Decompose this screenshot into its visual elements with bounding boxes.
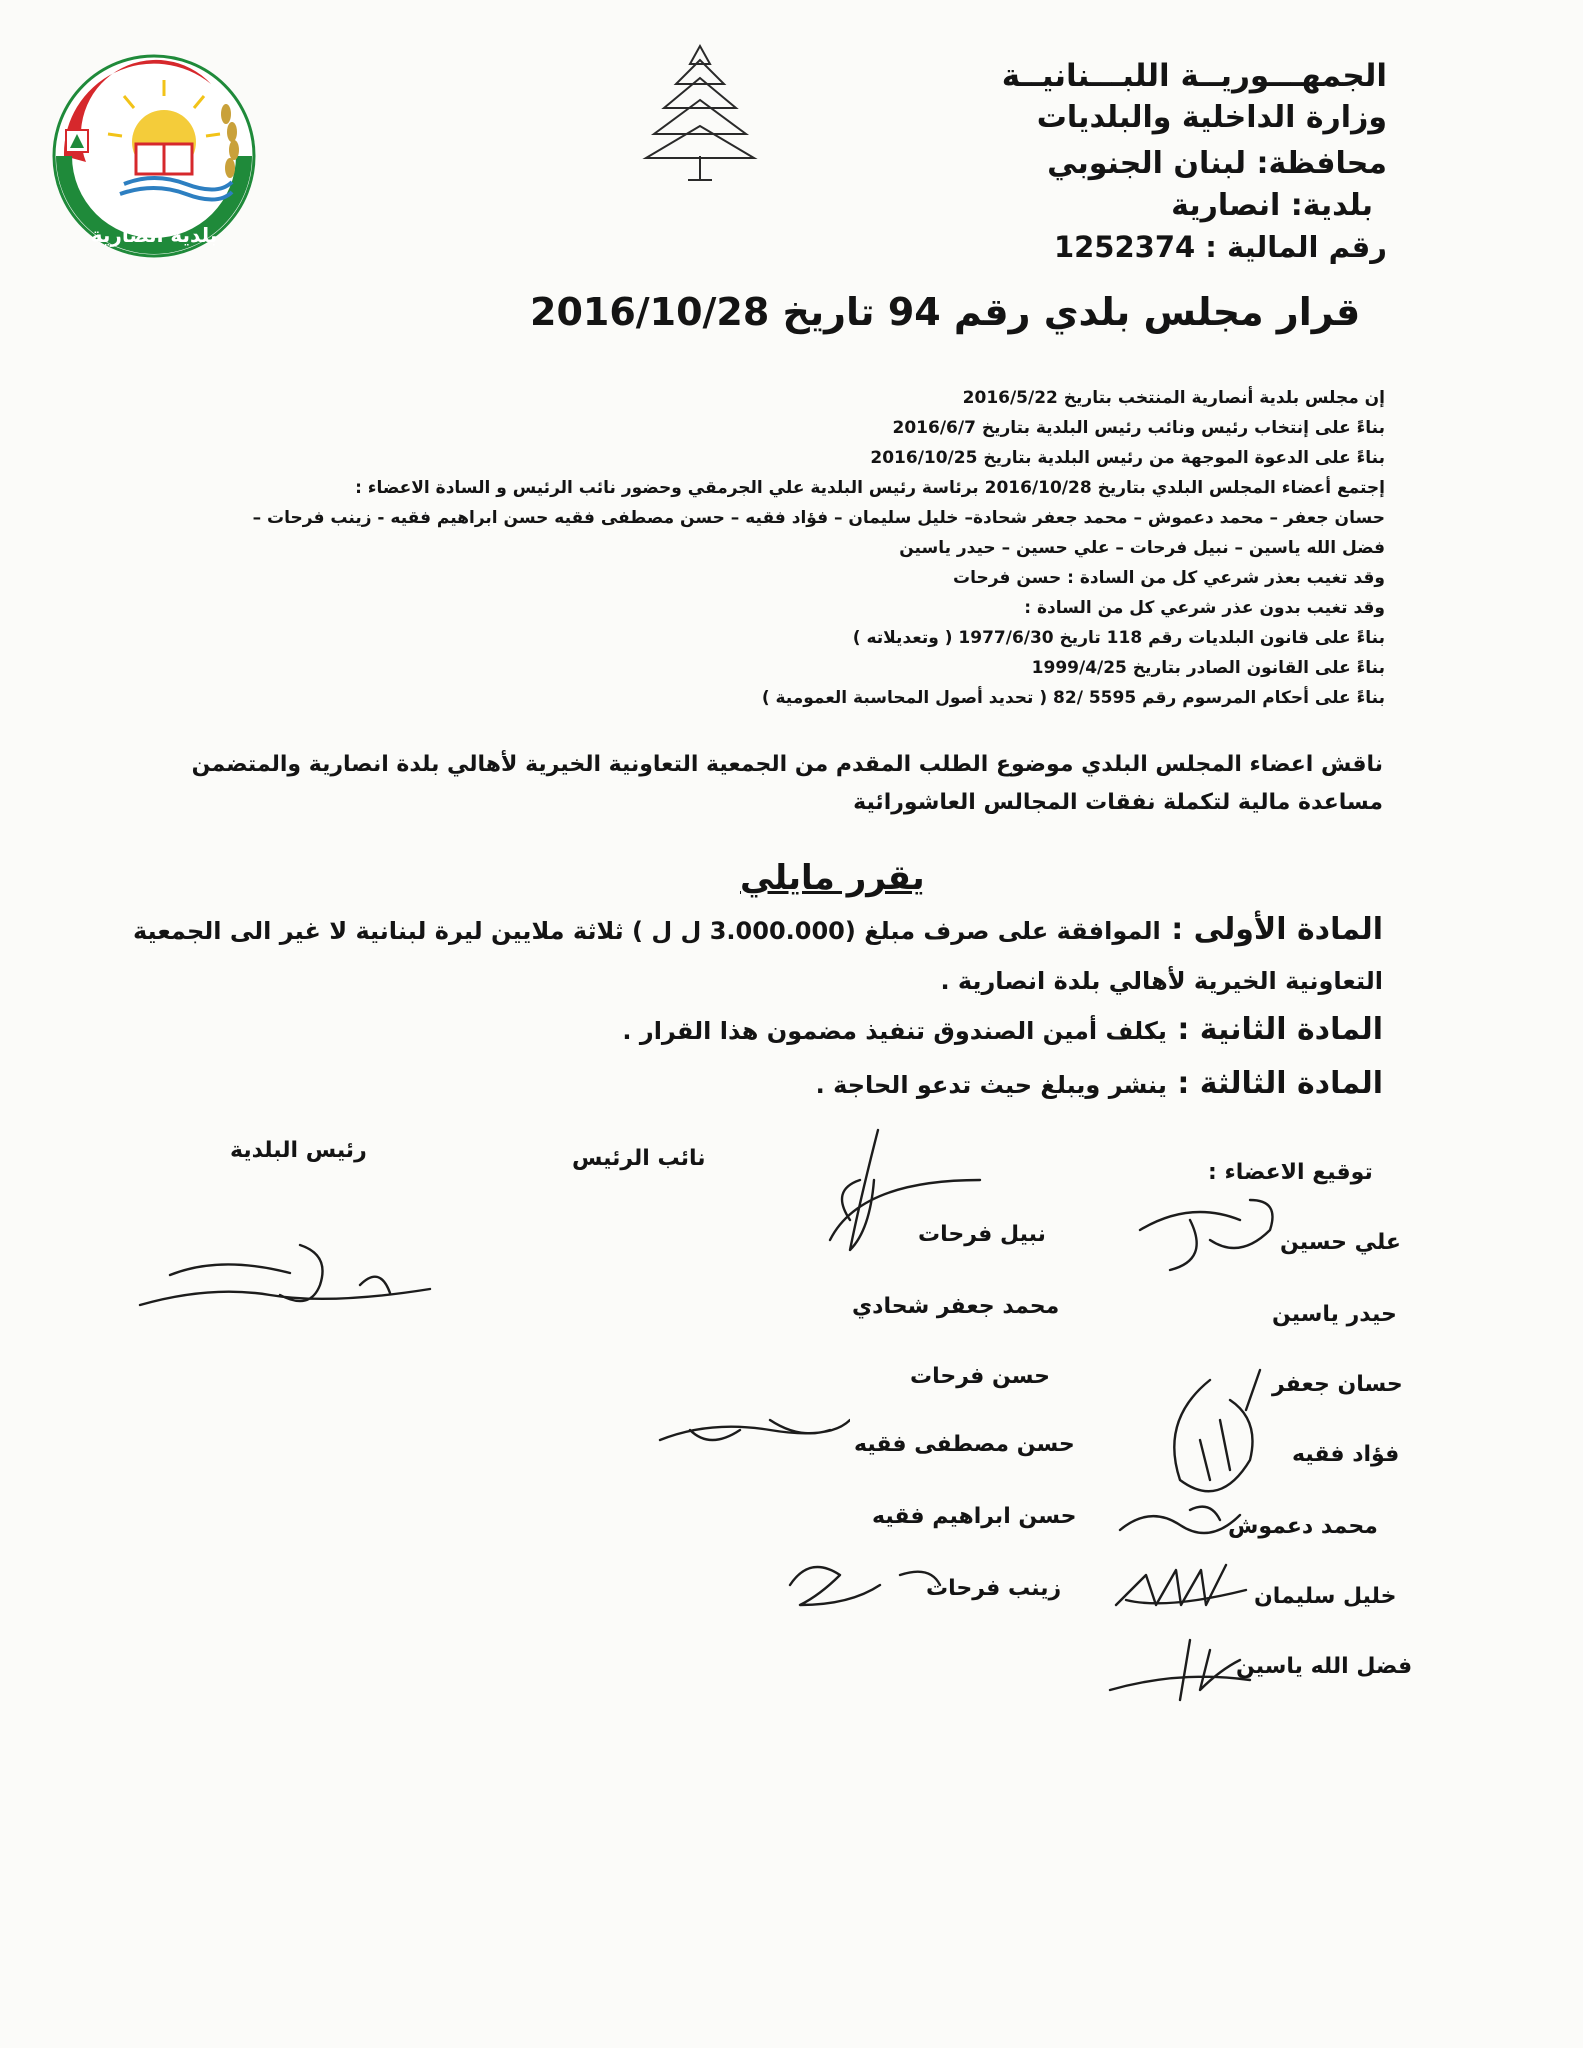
decision-title: قرار مجلس بلدي رقم 94 تاريخ 2016/10/28 (530, 290, 1361, 334)
article-label: المادة الثالثة : (1177, 1066, 1383, 1101)
preamble-line: بناءً على إنتخاب رئيس ونائب رئيس البلدية بتاريخ 2016/6/7 (892, 418, 1385, 438)
members-signature-label: توقيع الاعضاء : (1208, 1160, 1373, 1185)
hassan-mostafa-faqih-signature (650, 1400, 850, 1470)
ali-hussein-signature (1130, 1180, 1290, 1280)
preamble-line: بناءً على القانون الصادر بتاريخ 1999/4/25 (1031, 658, 1385, 678)
preamble-line: وقد تغيب بعذر شرعي كل من السادة : حسن فرحات (953, 568, 1385, 588)
preamble-line: بناءً على قانون البلديات رقم 118 تاريخ 1977/6/30 ( وتعديلاته ) (852, 628, 1385, 648)
vice-president-label: نائب الرئيس (572, 1146, 706, 1171)
preamble-line: بناءً على أحكام المرسوم رقم 5595 /82 ( تحديد أصول المحاسبة العمومية ) (761, 688, 1385, 708)
vice-president-signature (790, 1120, 990, 1270)
zeinab-farhat-signature (780, 1545, 950, 1615)
article-1 (133, 912, 1383, 947)
article-label: المادة الثانية : (1177, 1012, 1383, 1047)
preamble-line: إجتمع أعضاء المجلس البلدي بتاريخ 2016/10/28 برئاسة رئيس البلدية علي الجرمقي وحضور نائب الرئيس و السادة الاعضاء : (355, 478, 1385, 498)
article-text: ينشر ويبلغ حيث تدعو الحاجة . (815, 1071, 1167, 1099)
financial-number: رقم المالية : 1252374 (1053, 230, 1387, 264)
discussion-line: مساعدة مالية لتكملة نفقات المجالس العاشورائية (853, 790, 1383, 815)
member-name: حسن مصطفى فقيه (854, 1432, 1075, 1457)
article-2 (622, 1012, 1383, 1047)
member-name: حسن فرحات (910, 1364, 1051, 1389)
governorate-heading: محافظة: لبنان الجنوبي (1047, 146, 1387, 181)
preamble-line: فضل الله ياسين – نبيل فرحات – علي حسين – حيدر ياسين (899, 538, 1385, 558)
preamble-line: وقد تغيب بدون عذر شرعي كل من السادة : (1024, 598, 1385, 618)
fouad-faqih-signature (1150, 1360, 1280, 1510)
mohammad-damoush-signature (1110, 1495, 1250, 1545)
member-name: حسان جعفر (1272, 1372, 1403, 1397)
fadlallah-yassin-signature (1100, 1630, 1260, 1710)
member-name: زينب فرحات (926, 1576, 1062, 1601)
article-1-continued (940, 962, 1383, 997)
cedar-emblem (640, 38, 760, 188)
preamble-line: بناءً على الدعوة الموجهة من رئيس البلدية بتاريخ 2016/10/25 (870, 448, 1385, 468)
preamble-line: إن مجلس بلدية أنصارية المنتخب بتاريخ 2016/5/22 (962, 388, 1385, 408)
president-label: رئيس البلدية (230, 1138, 367, 1163)
article-text: يكلف أمين الصندوق تنفيذ مضمون هذا القرار . (622, 1017, 1167, 1045)
logo-text: بلدية أنصارية (90, 223, 218, 247)
article-3 (816, 1066, 1383, 1101)
member-name: فؤاد فقيه (1292, 1442, 1400, 1467)
member-name: نبيل فرحات (918, 1222, 1046, 1247)
article-text: التعاونية الخيرية لأهالي بلدة انصارية . (940, 967, 1383, 995)
decides-heading: يقرر مايلي (740, 858, 925, 898)
member-name: حسن ابراهيم فقيه (872, 1504, 1077, 1529)
republic-heading: الجمهـــوريــة اللبـــنانيــة (1001, 58, 1387, 94)
article-label: المادة الأولى : (1171, 912, 1383, 947)
municipality-heading: بلدية: انصارية (1171, 188, 1373, 223)
member-name: فضل الله ياسين (1236, 1654, 1413, 1679)
municipality-logo (36, 44, 266, 264)
member-name: محمد دعموش (1228, 1514, 1378, 1539)
article-text: الموافقة على صرف مبلغ (3.000.000 ل ل ) ثلاثة ملايين ليرة لبنانية لا غير الى الجمعية (132, 917, 1161, 945)
ministry-heading: وزارة الداخلية والبلديات (1036, 100, 1387, 135)
member-name: محمد جعفر شحادي (852, 1294, 1060, 1319)
preamble-line: حسان جعفر – محمد دعموش – محمد جعفر شحادة– خليل سليمان – فؤاد فقيه – حسن مصطفى فقيه حسن ابراهيم فقيه - زينب فرحات – (252, 508, 1385, 528)
president-signature (130, 1215, 460, 1325)
member-name: حيدر ياسين (1272, 1302, 1397, 1327)
member-name: علي حسين (1280, 1230, 1401, 1255)
member-name: خليل سليمان (1254, 1584, 1397, 1609)
khalil-suleiman-signature (1106, 1560, 1266, 1620)
discussion-line: ناقش اعضاء المجلس البلدي موضوع الطلب المقدم من الجمعية التعاونية الخيرية لأهالي بلدة انصارية والمتضمن (191, 752, 1383, 777)
